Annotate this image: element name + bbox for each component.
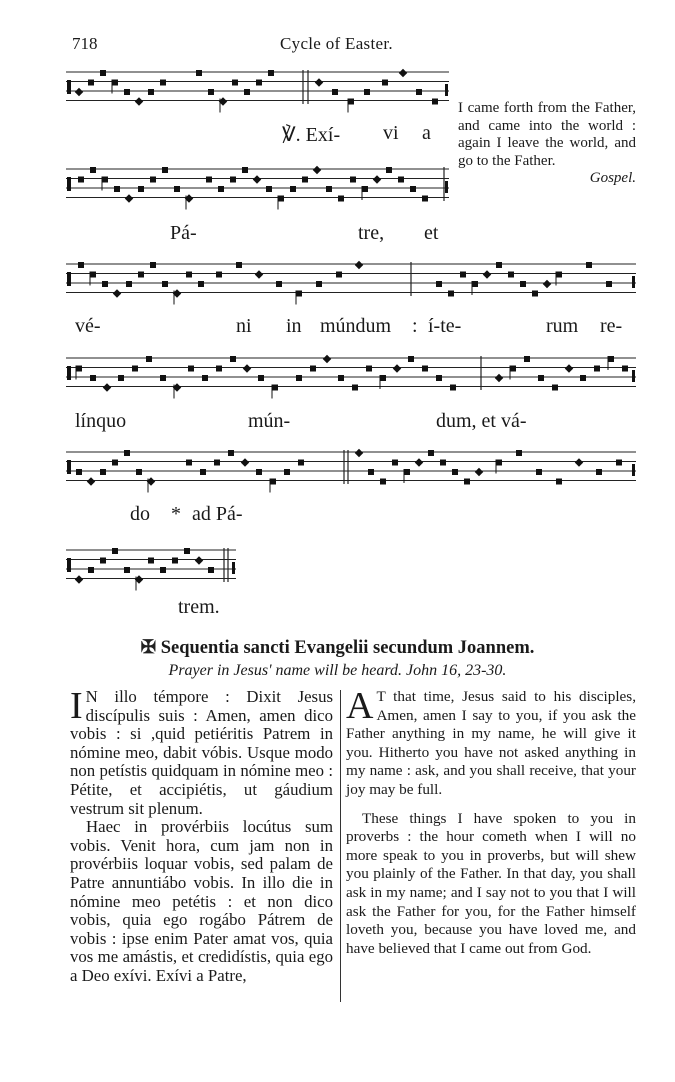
neume-note: [112, 80, 118, 86]
english-column: [346, 685, 636, 958]
chant-syllable: rum: [546, 315, 579, 337]
neume-note: [296, 375, 302, 381]
neume-note: [172, 558, 178, 564]
neume-note: [276, 281, 282, 287]
neume-note: [232, 80, 238, 86]
neume-note: [196, 70, 202, 76]
neume-note: [524, 356, 530, 362]
neume-note: [532, 291, 538, 297]
neume-note: [78, 262, 84, 268]
paragraph-gap: [346, 800, 636, 810]
neume-note: [200, 469, 206, 475]
neume-note: [138, 186, 144, 192]
neume-note: [323, 355, 331, 363]
neume-note: [336, 272, 342, 278]
neume-note: [440, 460, 446, 466]
neume-note: [565, 364, 573, 372]
neume-note: [355, 261, 363, 269]
neume-note: [432, 99, 438, 105]
neume-note: [536, 469, 542, 475]
neume-note: [160, 567, 166, 573]
neume-note: [135, 97, 143, 105]
neume-note: [268, 70, 274, 76]
neume-note: [410, 186, 416, 192]
chant-syllable: tre,: [358, 222, 385, 244]
neume-note: [76, 469, 82, 475]
chant-syllable: ℣. Exí-: [282, 124, 341, 146]
neume-note: [160, 80, 166, 86]
neume-note: [316, 281, 322, 287]
chant-syllable: trem.: [178, 596, 220, 618]
staff-lines: [66, 352, 640, 402]
chant-syllable: vé-: [75, 315, 101, 337]
english-paragraph-2: These things I have spoken to you in proverbs : the hour cometh when I will no more speak to you in proverbs, but will shew you plainly of the Father. In that day, you shall ask in my name; and I say not to you that I will ask the Father for you, for the Father himself loveth you, because you have loved me, and have believed that I came out from God.: [346, 809, 636, 957]
chant-syllable: Pá-: [170, 222, 197, 244]
side-translation-source: Gospel.: [589, 170, 636, 186]
custos-mark: [632, 276, 635, 288]
chant-syllable: í-te-: [428, 315, 462, 337]
chant-syllable: re-: [600, 315, 623, 337]
neume-note: [124, 89, 130, 95]
neume-note: [422, 366, 428, 372]
neume-note: [76, 366, 82, 372]
neume-note: [214, 460, 220, 466]
neume-note: [460, 272, 466, 278]
running-title: Cycle of Easter.: [280, 34, 393, 53]
chant-syllable: línquo: [75, 410, 127, 432]
neume-note: [373, 175, 381, 183]
neume-note: [475, 468, 483, 476]
neume-note: [556, 272, 562, 278]
english-paragraph-1: [346, 685, 636, 800]
neume-note: [230, 356, 236, 362]
column-divider: [340, 690, 341, 1002]
neume-note: [495, 374, 503, 382]
cross-icon: ✠: [140, 638, 157, 658]
neume-note: [368, 469, 374, 475]
neume-note: [508, 272, 514, 278]
neume-note: [216, 366, 222, 372]
side-translation: [458, 100, 636, 188]
neume-note: [464, 479, 470, 485]
neume-note: [272, 385, 278, 391]
gospel-subtitle: Prayer in Jesus' name will be heard. John 16, 23-30.: [168, 662, 507, 679]
neume-note: [352, 385, 358, 391]
chant-staff: [66, 163, 453, 213]
neume-note: [404, 469, 410, 475]
neume-note: [556, 479, 562, 485]
neume-note: [332, 89, 338, 95]
custos-mark: [445, 181, 448, 193]
chant-staff: [66, 446, 640, 496]
neume-note: [596, 469, 602, 475]
neume-note: [350, 177, 356, 183]
neume-note: [236, 262, 242, 268]
neume-note: [364, 89, 370, 95]
neume-note: [594, 366, 600, 372]
neume-note: [216, 272, 222, 278]
clef-mark: [67, 80, 71, 94]
staff-lines: [66, 544, 240, 594]
neume-note: [393, 364, 401, 372]
clef-mark: [67, 460, 71, 474]
neume-note: [380, 375, 386, 381]
neume-note: [472, 281, 478, 287]
neume-note: [608, 356, 614, 362]
neume-note: [355, 449, 363, 457]
chant-syllable: dum, et vá-: [436, 410, 527, 432]
neume-note: [150, 262, 156, 268]
custos-mark: [232, 562, 235, 574]
english-text-1: T that time, Jesus said to his disciples, Amen, amen I say to you, if you ask the Father anything in my name, he will give it you. Hitherto you have not asked anything in my name : ask, and you shall receive, that your joy may be full.: [346, 688, 636, 798]
neume-note: [315, 78, 323, 86]
chant-syllable: mún-: [248, 410, 291, 432]
chant-syllable: do: [130, 503, 150, 525]
neume-note: [496, 460, 502, 466]
neume-note: [310, 366, 316, 372]
neume-note: [278, 196, 284, 202]
neume-note: [616, 460, 622, 466]
latin-text-1: N illo témpore : Dixit Jesus discípulis suis : Amen, amen dico vobis : si ,quid petiéritis Patrem in nómine meo, dabit vóbis. Usque modo non petístis quidquam in nómine meo : Pétite, et accipiétis, ut gáudium vestrum sit plenum.: [70, 687, 333, 818]
neume-note: [256, 80, 262, 86]
latin-column: [70, 685, 333, 986]
neume-note: [162, 281, 168, 287]
neume-note: [136, 469, 142, 475]
neume-note: [87, 477, 95, 485]
neume-note: [348, 99, 354, 105]
neume-note: [100, 558, 106, 564]
neume-note: [88, 80, 94, 86]
staff-lines: [66, 446, 640, 496]
side-translation-text: I came forth from the Father, and came into the world : again I leave the world, and go to the Father.: [458, 100, 636, 169]
neume-note: [436, 375, 442, 381]
neume-note: [302, 177, 308, 183]
neume-note: [126, 281, 132, 287]
neume-note: [326, 186, 332, 192]
neume-note: [88, 567, 94, 573]
chant-staff: [66, 66, 453, 116]
custos-mark: [445, 84, 448, 96]
chant-staff: [66, 258, 640, 308]
neume-note: [124, 450, 130, 456]
neume-note: [422, 196, 428, 202]
neume-note: [208, 567, 214, 573]
neume-note: [100, 70, 106, 76]
clef-mark: [67, 558, 71, 572]
neume-note: [208, 89, 214, 95]
neume-note: [202, 375, 208, 381]
neume-note: [100, 469, 106, 475]
neume-note: [186, 272, 192, 278]
neume-note: [160, 375, 166, 381]
neume-note: [448, 291, 454, 297]
neume-note: [298, 460, 304, 466]
neume-note: [90, 272, 96, 278]
neume-note: [90, 375, 96, 381]
latin-initial: I: [70, 685, 83, 727]
neume-note: [242, 167, 248, 173]
neume-note: [416, 89, 422, 95]
neume-note: [112, 548, 118, 554]
neume-note: [75, 88, 83, 96]
neume-note: [186, 460, 192, 466]
chant-syllable: ni: [236, 315, 252, 337]
neume-note: [580, 375, 586, 381]
chant-syllable: múndum: [320, 315, 392, 337]
neume-note: [256, 469, 262, 475]
neume-note: [606, 281, 612, 287]
neume-note: [366, 366, 372, 372]
neume-note: [206, 177, 212, 183]
latin-paragraph-2: Haec in provérbiis locútus sum vobis. Venit hora, cum jam non in provérbiis loquar vobis, sed palam de Patre annuntiábo vobis. In illo die in nómine meo petétis : et non dico vobis, quia ego rogábo Pátrem de vobis : ipse enim Pater amat vos, quia vos me amástis, et credidístis, quia ego a Deo exívi. Exívi a Patre,: [70, 817, 333, 985]
neume-note: [392, 460, 398, 466]
neume-note: [450, 385, 456, 391]
neume-note: [520, 281, 526, 287]
chant-syllable: *: [171, 503, 181, 525]
neume-note: [436, 281, 442, 287]
neume-note: [90, 167, 96, 173]
neume-note: [338, 196, 344, 202]
neume-note: [270, 479, 276, 485]
gospel-title: Sequentia sancti Evangelii secundum Joannem.: [160, 638, 535, 658]
neume-note: [228, 450, 234, 456]
staff-lines: [66, 163, 453, 213]
neume-note: [162, 167, 168, 173]
neume-note: [538, 375, 544, 381]
neume-note: [188, 366, 194, 372]
chant-syllable: vi: [383, 122, 399, 144]
neume-note: [313, 166, 321, 174]
neume-note: [382, 80, 388, 86]
neume-note: [78, 177, 84, 183]
neume-note: [452, 469, 458, 475]
neume-note: [138, 272, 144, 278]
neume-note: [230, 177, 236, 183]
neume-note: [112, 460, 118, 466]
neume-note: [483, 270, 491, 278]
neume-note: [124, 567, 130, 573]
neume-note: [253, 175, 261, 183]
staff-lines: [66, 66, 453, 116]
neume-note: [496, 262, 502, 268]
neume-note: [516, 450, 522, 456]
neume-note: [622, 366, 628, 372]
neume-note: [146, 356, 152, 362]
neume-note: [428, 450, 434, 456]
custos-mark: [632, 464, 635, 476]
gospel-heading: [0, 637, 675, 659]
neume-note: [338, 375, 344, 381]
neume-note: [398, 177, 404, 183]
neume-note: [118, 375, 124, 381]
chant-staff: [66, 544, 240, 594]
neume-note: [132, 366, 138, 372]
latin-paragraph-1: [70, 685, 333, 818]
neume-note: [255, 270, 263, 278]
neume-note: [75, 575, 83, 583]
neume-note: [415, 458, 423, 466]
neume-note: [386, 167, 392, 173]
neume-note: [218, 186, 224, 192]
neume-note: [296, 291, 302, 297]
neume-note: [258, 375, 264, 381]
chant-syllable: ad Pá-: [192, 503, 243, 525]
neume-note: [102, 281, 108, 287]
neume-note: [103, 383, 111, 391]
neume-note: [113, 289, 121, 297]
chant-staff: [66, 352, 640, 402]
clef-mark: [67, 366, 71, 380]
neume-note: [399, 69, 407, 77]
neume-note: [284, 469, 290, 475]
neume-note: [575, 458, 583, 466]
clef-mark: [67, 177, 71, 191]
neume-note: [244, 89, 250, 95]
neume-note: [408, 356, 414, 362]
english-initial: A: [346, 685, 374, 727]
chant-syllable: et: [424, 222, 439, 244]
neume-note: [266, 186, 272, 192]
neume-note: [362, 186, 368, 192]
neume-note: [543, 280, 551, 288]
neume-note: [148, 558, 154, 564]
neume-note: [380, 479, 386, 485]
custos-mark: [632, 370, 635, 382]
page-number: 718: [72, 34, 98, 53]
staff-lines: [66, 258, 640, 308]
neume-note: [552, 385, 558, 391]
neume-note: [148, 89, 154, 95]
neume-note: [243, 364, 251, 372]
neume-note: [195, 556, 203, 564]
neume-note: [198, 281, 204, 287]
clef-mark: [67, 272, 71, 286]
chant-syllable: a: [422, 122, 431, 144]
neume-note: [241, 458, 249, 466]
neume-note: [290, 186, 296, 192]
neume-note: [586, 262, 592, 268]
neume-note: [184, 548, 190, 554]
neume-note: [174, 186, 180, 192]
neume-note: [125, 194, 133, 202]
neume-note: [510, 366, 516, 372]
neume-note: [150, 177, 156, 183]
chant-syllable: :: [412, 315, 418, 337]
neume-note: [102, 177, 108, 183]
chant-syllable: in: [286, 315, 302, 337]
neume-note: [114, 186, 120, 192]
